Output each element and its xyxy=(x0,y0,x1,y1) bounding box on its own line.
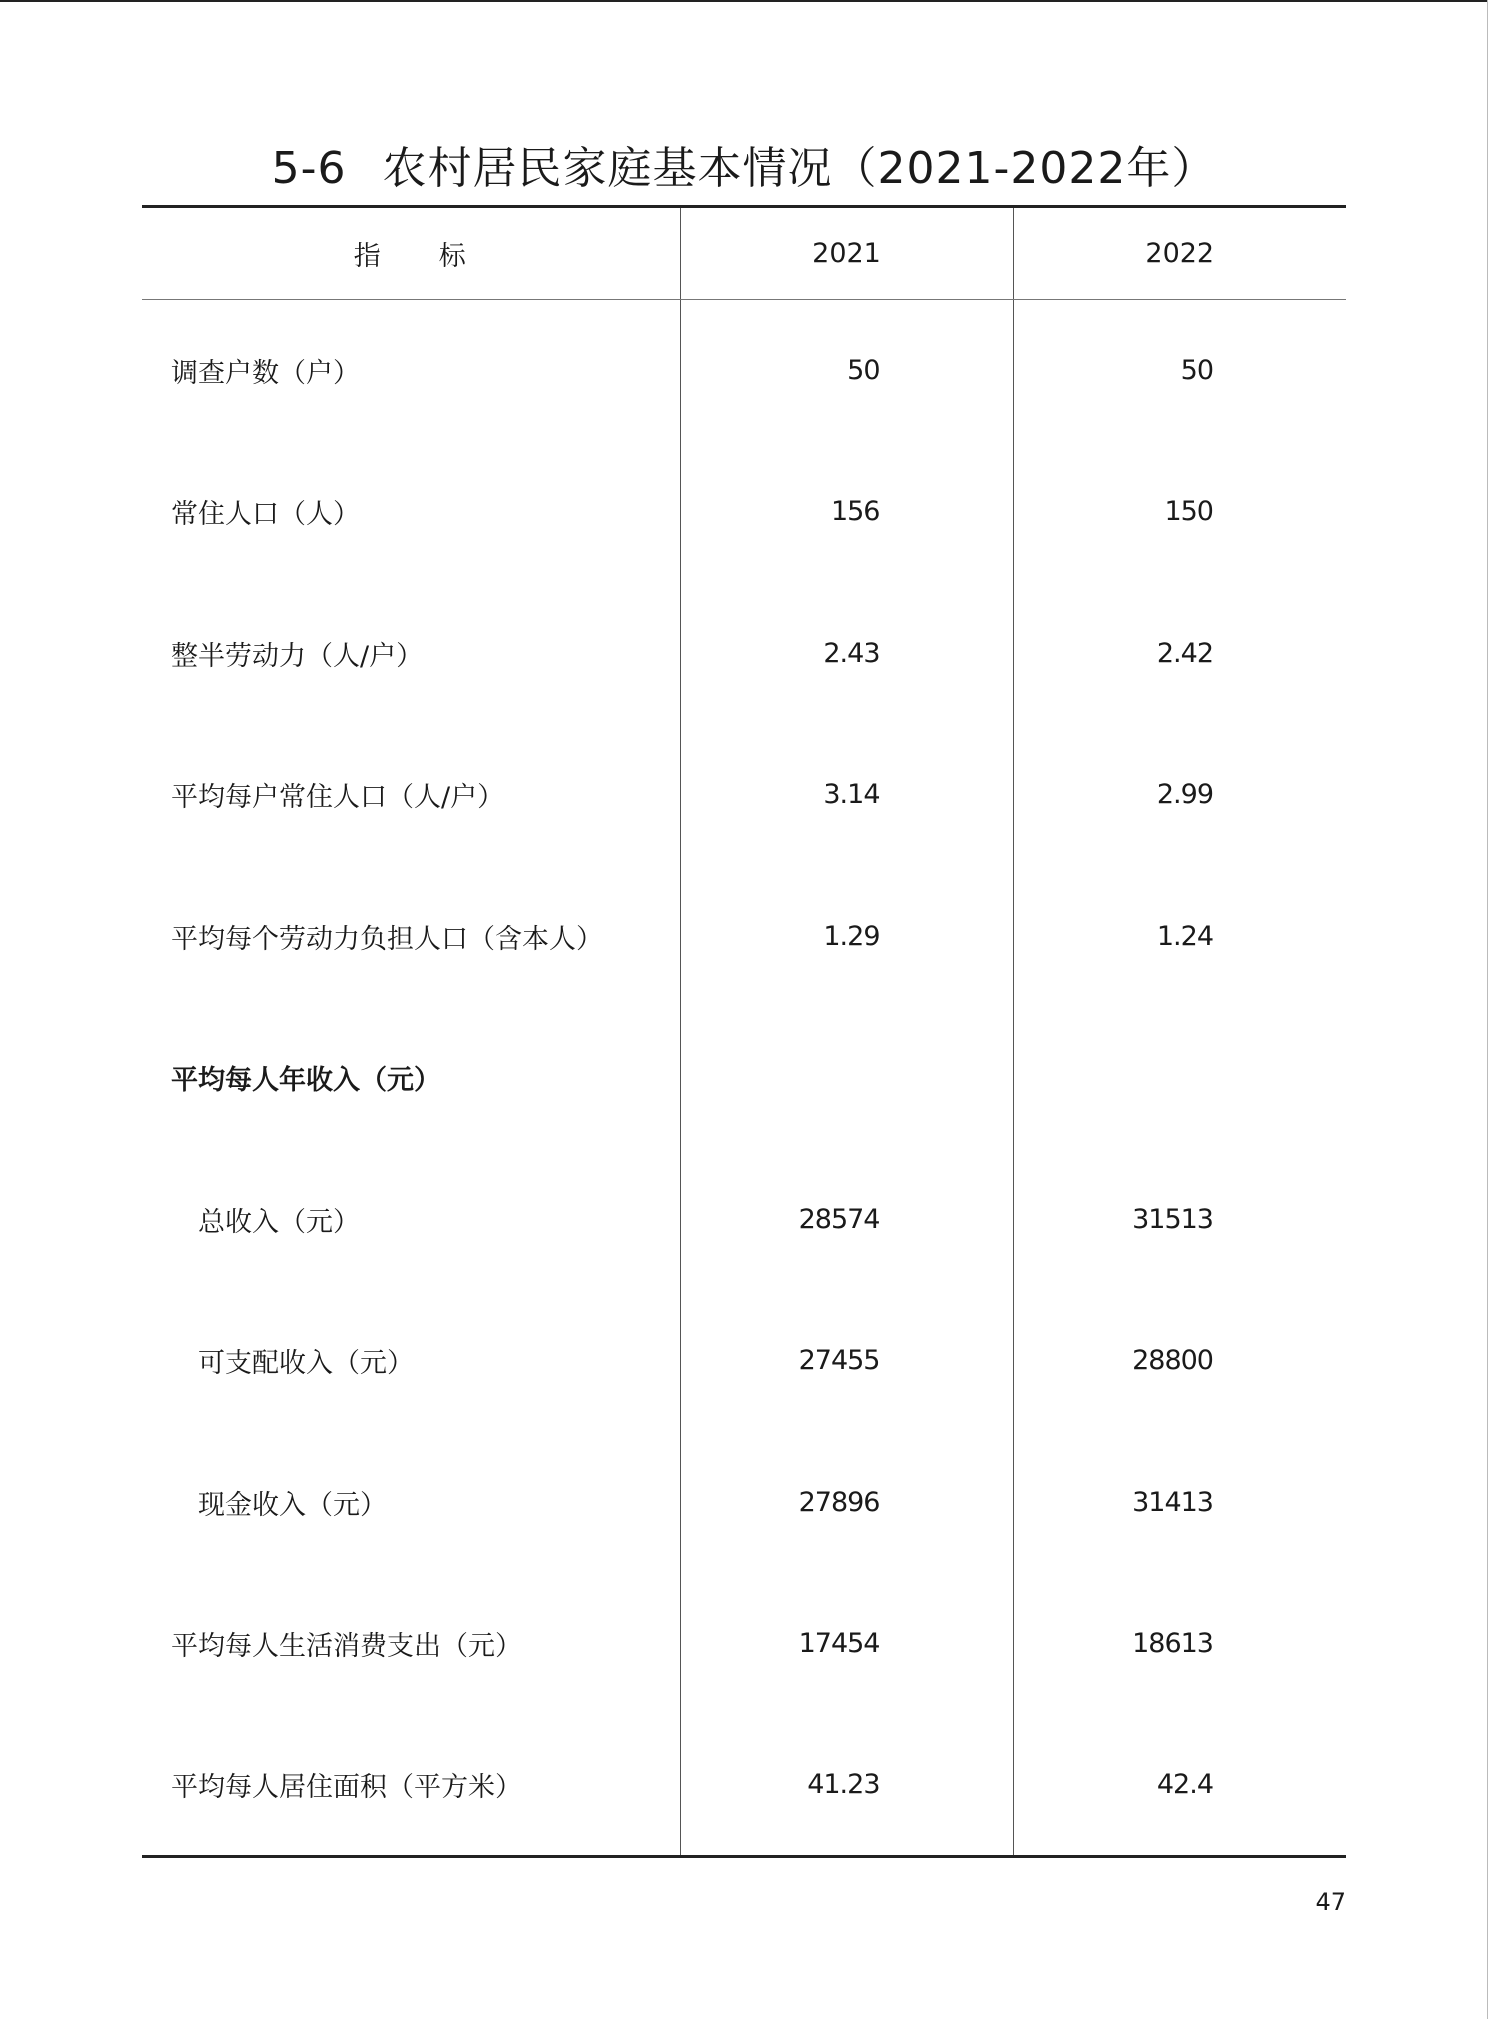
table-row xyxy=(142,300,1346,442)
value-2021: 17454 xyxy=(680,1573,1013,1715)
row-label: 平均每个劳动力负担人口（含本人） xyxy=(171,923,603,955)
table-row xyxy=(142,1715,1346,1857)
table-header-row xyxy=(142,207,1346,300)
table-row xyxy=(142,1007,1346,1149)
table-row xyxy=(142,866,1346,1008)
page-number: 47 xyxy=(1315,1888,1346,1916)
row-label: 常住人口（人） xyxy=(171,499,360,531)
row-label: 平均每人居住面积（平方米） xyxy=(142,1715,680,1857)
value-2022: 150 xyxy=(1013,441,1346,583)
value-2022: 42.4 xyxy=(1013,1715,1346,1857)
table-row xyxy=(142,1573,1346,1715)
row-label-sub: 总收入（元） xyxy=(198,1206,360,1238)
table-title-text: 农村居民家庭基本情况（2021-2022年） xyxy=(382,143,1217,194)
table-row xyxy=(142,583,1346,725)
page-top-border xyxy=(0,0,1488,2)
value-2022: 31513 xyxy=(1013,1149,1346,1291)
value-2021: 27455 xyxy=(680,1290,1013,1432)
value-2022: 31413 xyxy=(1013,1432,1346,1574)
value-2021: 3.14 xyxy=(680,724,1013,866)
value-2022: 2.42 xyxy=(1013,583,1346,725)
row-label: 平均每人生活消费支出（元） xyxy=(171,1631,522,1663)
table-number: 5-6 xyxy=(271,143,347,194)
row-label-section: 平均每人年收入（元） xyxy=(171,1065,441,1097)
value-2022 xyxy=(1013,1007,1346,1149)
table-row xyxy=(142,1149,1346,1291)
value-2021: 28574 xyxy=(680,1149,1013,1291)
value-2022: 2.99 xyxy=(1013,724,1346,866)
value-2022: 50 xyxy=(1013,300,1346,442)
value-2021: 27896 xyxy=(680,1432,1013,1574)
year-2021-column-header: 2021 xyxy=(680,207,1013,300)
value-2021 xyxy=(680,1007,1013,1149)
row-label-sub: 现金收入（元） xyxy=(198,1489,387,1521)
table-row xyxy=(142,724,1346,866)
value-2022: 1.24 xyxy=(1013,866,1346,1008)
table-row xyxy=(142,1290,1346,1432)
value-2022: 18613 xyxy=(1013,1573,1346,1715)
row-label: 调查户数（户） xyxy=(171,358,360,389)
row-label: 整半劳动力（人/户） xyxy=(171,640,424,672)
row-label: 平均每户常住人口（人/户） xyxy=(171,782,505,814)
value-2021: 41.23 xyxy=(680,1715,1013,1857)
indicator-header-char-2: 标 xyxy=(438,241,468,272)
value-2022: 28800 xyxy=(1013,1290,1346,1432)
year-2022-column-header: 2022 xyxy=(1013,207,1346,300)
table-row xyxy=(142,1432,1346,1574)
value-2021: 50 xyxy=(680,300,1013,442)
indicator-header-char-1: 指 xyxy=(353,241,383,272)
value-2021: 2.43 xyxy=(680,583,1013,725)
page-title xyxy=(142,132,1346,196)
row-label-sub: 可支配收入（元） xyxy=(198,1348,414,1380)
table-row xyxy=(142,441,1346,583)
statistics-table xyxy=(142,205,1346,1858)
value-2021: 1.29 xyxy=(680,866,1013,1008)
value-2021: 156 xyxy=(680,441,1013,583)
indicator-column-header xyxy=(142,207,680,300)
